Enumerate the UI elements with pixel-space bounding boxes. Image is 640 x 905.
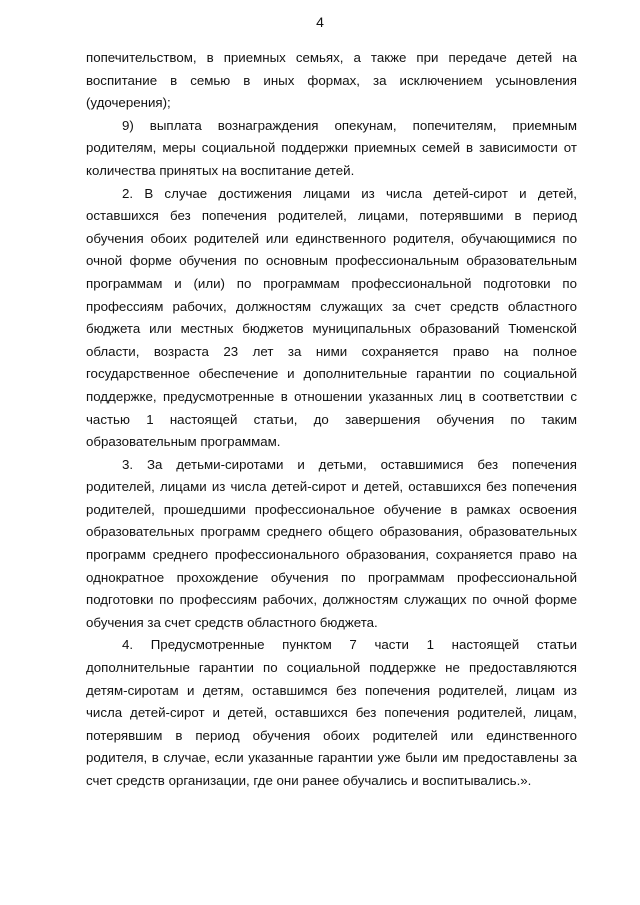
paragraph-section-4: 4. Предусмотренные пунктом 7 части 1 настоящей статьи дополнительные гарантии по социальной поддержке не предоставляются детям-сиротам и детям, оставшимся без попечения родителей, лицам из числа детей-сирот и детей, оставшихся без попечения родителей, лицам, потерявшим в период обучения обоих родителей или единственного родителя, в случае, если указанные гарантии уже были им предоставлены за счет средств организации, где они ранее обучались и воспитывались.». (86, 637, 577, 788)
paragraph-item-9: 9) выплата вознаграждения опекунам, попечителям, приемным родителям, меры социальной поддержки приемных семей в зависимости от количества принятых на воспитание детей. (86, 117, 577, 178)
page-number: 4 (316, 14, 324, 30)
paragraph-section-3: 3. За детьми-сиротами и детьми, оставшимися без попечения родителей, лицами из числа детей-сирот и детей, оставшихся без попечения родителей, прошедшими профессиональное обучение в рамках освоения образовательных программ среднего общего образования, образовательных программ среднего профессионального образования, сохраняется право на однократное прохождение обучения по программам профессиональной подготовки по профессиям рабочих, должностям служащих по очной форме обучения за счет средств областного бюджета. (86, 456, 577, 630)
paragraph-section-2: 2. В случае достижения лицами из числа детей-сирот и детей, оставшихся без попечения родителей, лицами, потерявшими в период обучения обоих родителей или единственного родителя, обучающимися по очной форме обучения по основным профессиональным образовательным программам и (или) по программам профессиональной подготовки по профессиям рабочих, должностям служащих за счет средств областного бюджета или местных бюджетов муниципальных образований Тюменской области, возраста 23 лет за ними сохраняется право на полное государственное обеспечение и дополнительные гарантии по социальной поддержке, предусмотренные в отношении указанных лиц в соответствии с частью 1 настоящей статьи, до завершения обучения по таким образовательным программам. (86, 185, 577, 450)
document-body (86, 47, 577, 793)
paragraph-continuation: попечительством, в приемных семьях, а также при передаче детей на воспитание в семью в иных формах, за исключением усыновления (удочерения); (86, 50, 577, 111)
